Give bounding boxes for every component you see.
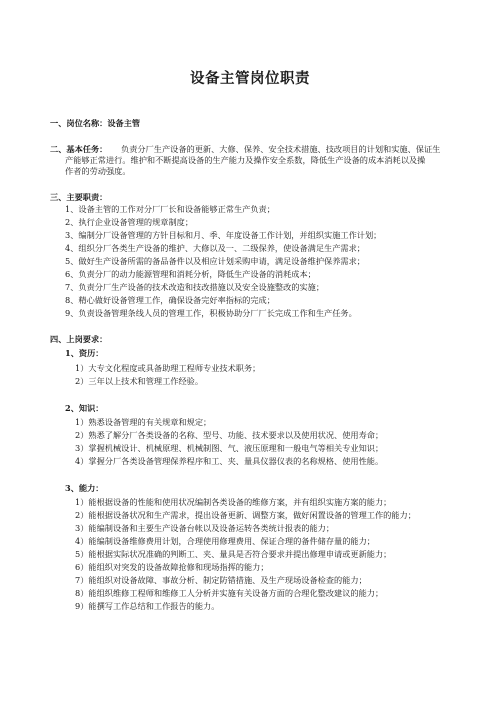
ability-item: 7）能组织对设备故障、事故分析、制定防错措施、及生产现场设备检查的能力；: [75, 575, 367, 585]
duty-item: 8、精心做好设备管理工作，确保设备完好率指标的完成；: [65, 295, 275, 305]
section-job-title: 一、岗位名称：设备主管: [50, 118, 141, 128]
qualification-heading: 1、资历：: [65, 348, 104, 358]
ability-item: 4）能编制设备维修费用计划，合理使用修理费用、保证合理的备件储存量的能力；: [75, 536, 375, 546]
duty-item: 4、组织分厂各类生产设备的维护、大修以及一、二级保养，使设备满足生产需求；: [65, 243, 365, 253]
ability-heading: 3、能力：: [65, 483, 104, 493]
duty-item: 7、负责分厂生产设备的技术改造和技改措施以及安全设施整改的实施；: [65, 282, 325, 292]
ability-item: 3）能编制设备和主要生产设备台帐以及设备运转各类统计报表的能力；: [75, 523, 335, 533]
duty-item: 5、做好生产设备所需的备品备件以及相应计划采购申请，满足设备维护保养需求；: [65, 256, 365, 266]
duty-item: 9、负责设备管理条线人员的管理工作，积极协助分厂厂长完成工作和生产任务。: [65, 308, 357, 318]
basic-task-line-2: 产能够正常进行。维护和不断提高设备的生产能力及操作安全系数，降低生产设备的成本消耗以及操: [65, 155, 426, 165]
page-title: 设备主管岗位职责: [190, 70, 310, 87]
duty-item: 2、执行企业设备管理的规章制度；: [65, 217, 194, 227]
basic-task-line-1: 负责分厂生产设备的更新、大修、保养、安全技术措施、技改项目的计划和实施、保证生: [121, 144, 441, 154]
knowledge-item: 4）掌握分厂各类设备管理保养程序和工、夹、量具仪器仪表的名称规格、使用性能。: [75, 456, 384, 466]
knowledge-item: 3）掌握机械设计、机械原理、机械制图、气、液压原理和一般电气等相关专业知识；: [75, 443, 384, 453]
duty-item: 6、负责分厂的动力能源管理和消耗分析，降低生产设备的消耗成本；: [65, 269, 316, 279]
duty-item: 3、编制分厂设备管理的方针目标和月、季、年度设备工作计划，并组织实施工作计划；: [65, 230, 382, 240]
basic-task-line-3: 作者的劳动强度。: [65, 166, 131, 176]
duty-item: 1、设备主管的工作对分厂厂长和设备能够正常生产负责；: [65, 204, 275, 214]
section-requirements-heading: 四、上岗要求：: [50, 334, 108, 344]
ability-item: 5）能根据实际状况准确的判断工、夹、量具是否符合要求并提出修理申请或更新能力；: [75, 549, 392, 559]
ability-item: 2）能根据设备状况和生产需求，提出设备更新、调整方案，做好闲置设备的管理工作的能力；: [75, 510, 416, 520]
ability-item: 8）能组织维修工程师和维修工人分析并实施有关设备方面的合理化整改建议的能力；: [75, 588, 384, 598]
knowledge-item: 1）熟悉设备管理的有关规章和规定；: [75, 417, 212, 427]
knowledge-heading: 2、知识：: [65, 403, 104, 413]
section-duties-heading: 三、主要职责：: [50, 192, 108, 202]
qualification-item: 2）三年以上技术和管理工作经验。: [75, 376, 204, 386]
section-basic-task-heading: 二、基本任务：: [50, 144, 108, 154]
ability-item: 1）能根据设备的性能和使用状况编制各类设备的维修方案，并有组织实施方案的能力；: [75, 497, 392, 507]
ability-item: 9）能撰写工作总结和工作报告的能力。: [75, 601, 220, 611]
knowledge-item: 2）熟悉了解分厂各类设备的名称、型号、功能、技术要求以及使用状况、使用寿命；: [75, 430, 384, 440]
qualification-item: 1）大专文化程度或具备助理工程师专业技术职务；: [75, 363, 261, 373]
ability-item: 6）能组织对突发的设备故障抢修和现场指挥的能力；: [75, 562, 269, 572]
